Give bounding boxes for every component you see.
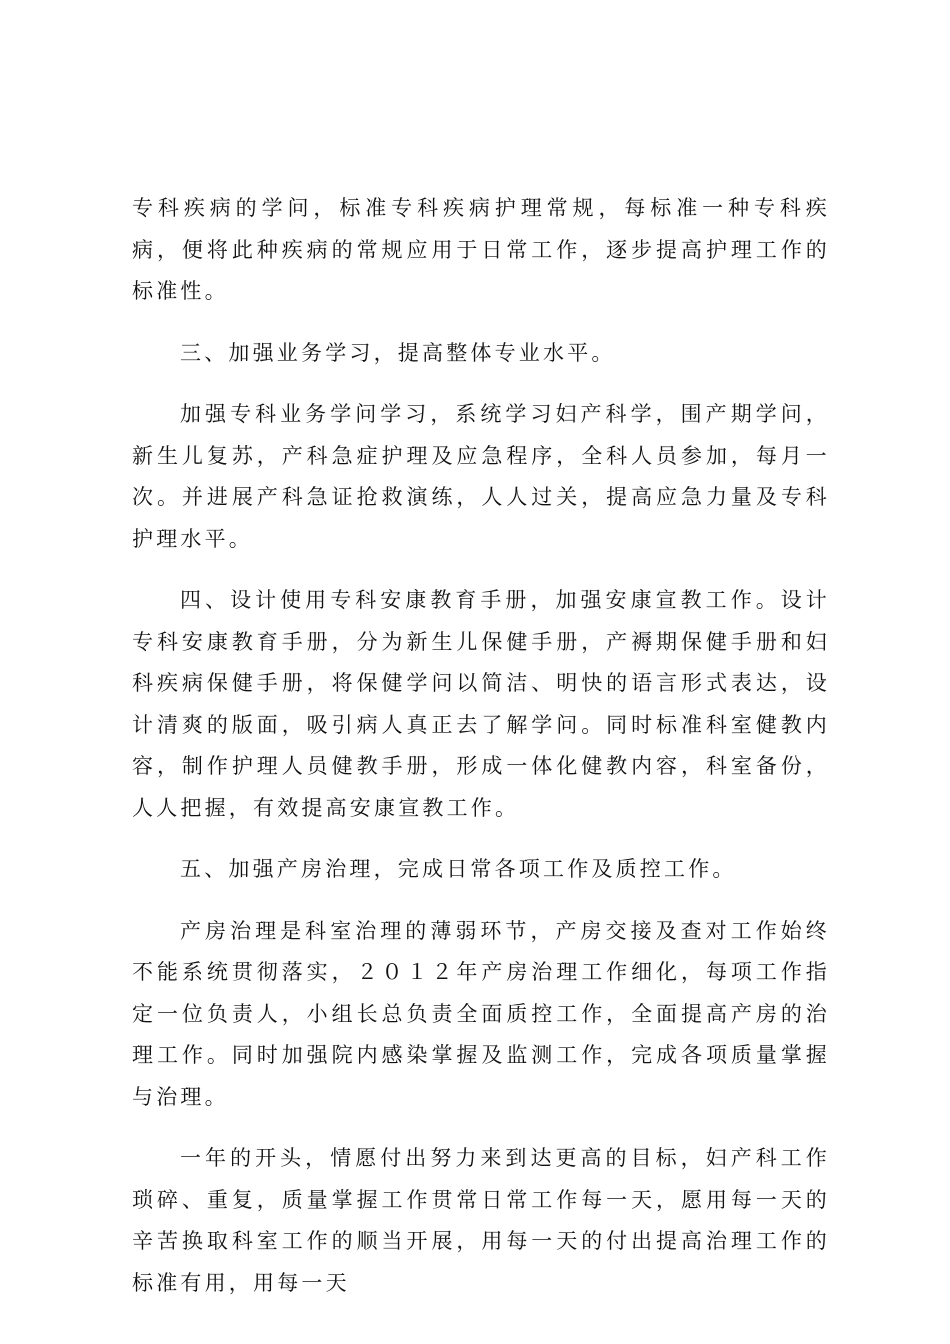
paragraph-health-education-manual: 四、设计使用专科安康教育手册，加强安康宣教工作。设计专科安康教育手册，分为新生儿保健手册，产褥期保健手册和妇科疾病保健手册，将保健学问以简洁、明快的语言形式表达，设计清爽的版面，吸引病人真正去了解学问。同时标准科室健教内容，制作护理人员健教手册，形成一体化健教内容，科室备份，人人把握，有效提高安康宣教工作。 [132,588,830,820]
paragraph-specialty-disease-norms: 专科疾病的学问，标准专科疾病护理常规，每标准一种专科疾病，便将此种疾病的常规应用于日常工作，逐步提高护理工作的标准性。 [132,196,830,303]
document-body [132,188,830,1324]
paragraph-year-outlook: 一年的开头，情愿付出努力来到达更高的目标，妇产科工作琐碎、重复，质量掌握工作贯常日常工作每一天，愿用每一天的辛苦换取科室工作的顺当开展，用每一天的付出提高治理工作的标准有用，用每一天 [132,1146,830,1295]
paragraph-business-study: 加强专科业务学问学习，系统学习妇产科学，围产期学问，新生儿复苏，产科急症护理及应急程序，全科人员参加，每月一次。并进展产科急证抢救演练，人人过关，提高应急力量及专科护理水平。 [132,402,830,551]
paragraph-delivery-room-management: 产房治理是科室治理的薄弱环节，产房交接及查对工作始终不能系统贯彻落实，２０１２年产房治理工作细化，每项工作指定一位负责人，小组长总负责全面质控工作，全面提高产房的治理工作。同时加强院内感染掌握及监测工作，完成各项质量掌握与治理。 [132,918,830,1109]
heading-delivery-room-management: 五、加强产房治理，完成日常各项工作及质控工作。 [180,857,737,881]
heading-business-study: 三、加强业务学习，提高整体专业水平。 [180,340,616,365]
